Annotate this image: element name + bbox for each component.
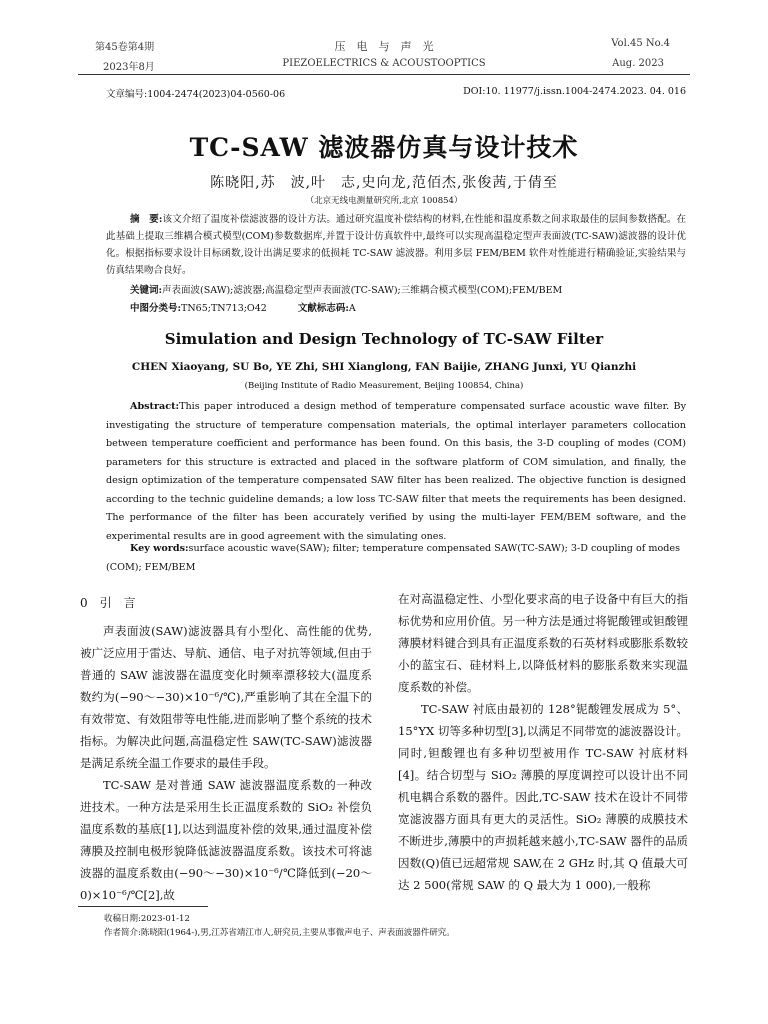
footnote-received: 收稿日期:2023-01-12 bbox=[104, 914, 190, 924]
classification-line bbox=[130, 301, 686, 316]
header-volume-cn: 第45卷第4期 bbox=[95, 42, 155, 53]
abstract-cn-label: 摘 要: bbox=[130, 214, 163, 225]
abstract-en-label: Abstract: bbox=[130, 401, 180, 412]
page-title: TC-SAW 滤波器仿真与设计技术 bbox=[189, 133, 579, 162]
authors-cn: 陈晓阳,苏 波,叶 志,史向龙,范佰杰,张俊茜,于倩至 bbox=[210, 175, 558, 191]
body-paragraph: TC-SAW 衬底由最初的 128°铌酸锂发展成为 5°、15°YX 切等多种切型[3],以满足不同带宽的滤波器设计。同时,钽酸锂也有多种切型被用作 TC-SAW 衬底材料[4]。结合切型与 SiO₂ 薄膜的厚度调控可以设计出不同机电耦合系数的器件。因此,TC-SAW 技术在设计不同带宽滤波器方面具有更大的灵活性。SiO₂ 薄膜的成膜技术不断进步,薄膜中的声损耗越来越小,TC-SAW 器件的品质因数(Q)值已远超常规 SAW,在 2 GHz 时,其 Q 值最大可达 2 500(常规 SAW 的 Q 最大为 1 000),一般称 bbox=[398, 702, 688, 892]
clc-label: 中图分类号: bbox=[130, 303, 182, 314]
abstract-en-text: This paper introduced a design method of temperature compensated surface acoustic wave filter. By investigating the structure of temperature compensation materials, the optimal interlayer parameters collocation between temperature coefficient and performance has been found. On this basis, the 3-D coupling of modes (COM) parameters for this structure is extracted and placed in the software platform of COM simulation, and finally, the design optimization of the temperature compensated SAW filter has been realized. The objective function is designed according to the technic guideline demands; a low loss TC-SAW filter that meets the requirements has been designed. The performance of the filter has been accurately verified by using the multi-layer FEM/BEM software, and the experimental results are in good agreement with the simulating ones. bbox=[106, 401, 686, 542]
header-volume-en: Vol.45 No.4 bbox=[611, 38, 670, 49]
abstract-cn bbox=[106, 211, 686, 279]
english-authors: CHEN Xiaoyang, SU Bo, YE Zhi, SHI Xianglong, FAN Baijie, ZHANG Junxi, YU Qianzhi bbox=[131, 361, 637, 373]
article-id: 文章编号:1004-2474(2023)04-0560-06 bbox=[106, 89, 286, 100]
body-paragraph: 声表面波(SAW)滤波器具有小型化、高性能的优势,被广泛应用于雷达、导航、通信、电子对抗等领域,但由于普通的 SAW 滤波器在温度变化时频率漂移较大(温度系数约为(−90～−30)×10⁻⁶/℃),严重影响了其在全温下的有效带宽、有效阻带等电性能,进而影响了整个系统的技术指标。为解决此问题,高温稳定性 SAW(TC-SAW)滤波器是满足系统全温工作要求的最佳手段。 bbox=[80, 624, 372, 770]
keywords-en-label: Key words: bbox=[130, 543, 189, 554]
header-journal-cn: 压 电 与 声 光 bbox=[334, 40, 434, 53]
keywords-en-text: surface acoustic wave(SAW); filter; temperature compensated SAW(TC-SAW); 3-D coupling of modes (COM); FEM/BEM bbox=[106, 543, 680, 573]
body-right-column bbox=[398, 588, 688, 896]
body-paragraph: TC-SAW 是对普通 SAW 滤波器温度系数的一种改进技术。一种方法是采用生长正温度系数的 SiO₂ 补偿负温度系数的基底[1],以达到温度补偿的效果,通过温度补偿薄膜及控制电极形貌降低滤波器温度系数。该技术可将滤波器的温度系数由(−90～−30)×10⁻⁶/℃降低到(−20～0)×10⁻⁶/℃[2],故 bbox=[80, 778, 372, 902]
keywords-en bbox=[106, 540, 686, 577]
section-heading: 0 引 言 bbox=[80, 596, 136, 610]
footnote-rule bbox=[78, 906, 208, 907]
header-date-en: Aug. 2023 bbox=[612, 58, 664, 69]
body-left-column bbox=[80, 592, 372, 906]
english-affiliation: (Beijing Institute of Radio Measurement, Beijing 100854, China) bbox=[244, 381, 524, 391]
abstract-cn-text: 该文介绍了温度补偿滤波器的设计方法。通过研究温度补偿结构的材料,在性能和温度系数之间求取最佳的层间参数搭配。在此基础上提取三维耦合模式模型(COM)参数数据库,并置于设计仿真软件中,最终可以实现高温稳定型声表面波(TC-SAW)滤波器的设计优化。根据指标要求设计目标函数,设计出满足要求的低损耗 TC-SAW 滤波器。利用多层 FEM/BEM 软件对性能进行精确验证,实验结果与仿真结果吻合良好。 bbox=[106, 214, 686, 276]
doc-code-text: A bbox=[348, 303, 356, 314]
header-rule bbox=[78, 74, 690, 75]
body-paragraph: 在对高温稳定性、小型化要求高的电子设备中有巨大的指标优势和应用价值。另一种方法是通过将铌酸锂或钽酸锂薄膜材料键合到具有正温度系数的石英材料或膨胀系数较小的蓝宝石、硅材料上,以降低材料的膨胀系数来实现温度系数的补偿。 bbox=[398, 592, 688, 694]
footnote-author-bio: 作者简介:陈晓阳(1964-),男,江苏省靖江市人,研究员,主要从事微声电子、声表面波器件研究。 bbox=[104, 928, 455, 938]
keywords-cn-text: 声表面波(SAW);滤波器;高温稳定型声表面波(TC-SAW);三维耦合模式模型(COM);FEM/BEM bbox=[162, 285, 563, 296]
keywords-cn-label: 关键词: bbox=[130, 285, 163, 296]
abstract-en bbox=[106, 398, 686, 546]
header-journal-en: PIEZOELECTRICS & ACOUSTOOPTICS bbox=[282, 58, 486, 69]
affiliation-cn: （北京无线电测量研究所,北京 100854） bbox=[305, 196, 463, 206]
english-title: Simulation and Design Technology of TC-SAW Filter bbox=[164, 330, 604, 348]
doc-code-label: 文献标志码: bbox=[297, 303, 349, 314]
keywords-cn bbox=[130, 283, 686, 298]
clc-text: TN65;TN713;O42 bbox=[181, 303, 267, 314]
header-date-cn: 2023年8月 bbox=[103, 62, 155, 73]
doi: DOI:10. 11977/j.issn.1004-2474.2023. 04. 016 bbox=[463, 86, 686, 97]
